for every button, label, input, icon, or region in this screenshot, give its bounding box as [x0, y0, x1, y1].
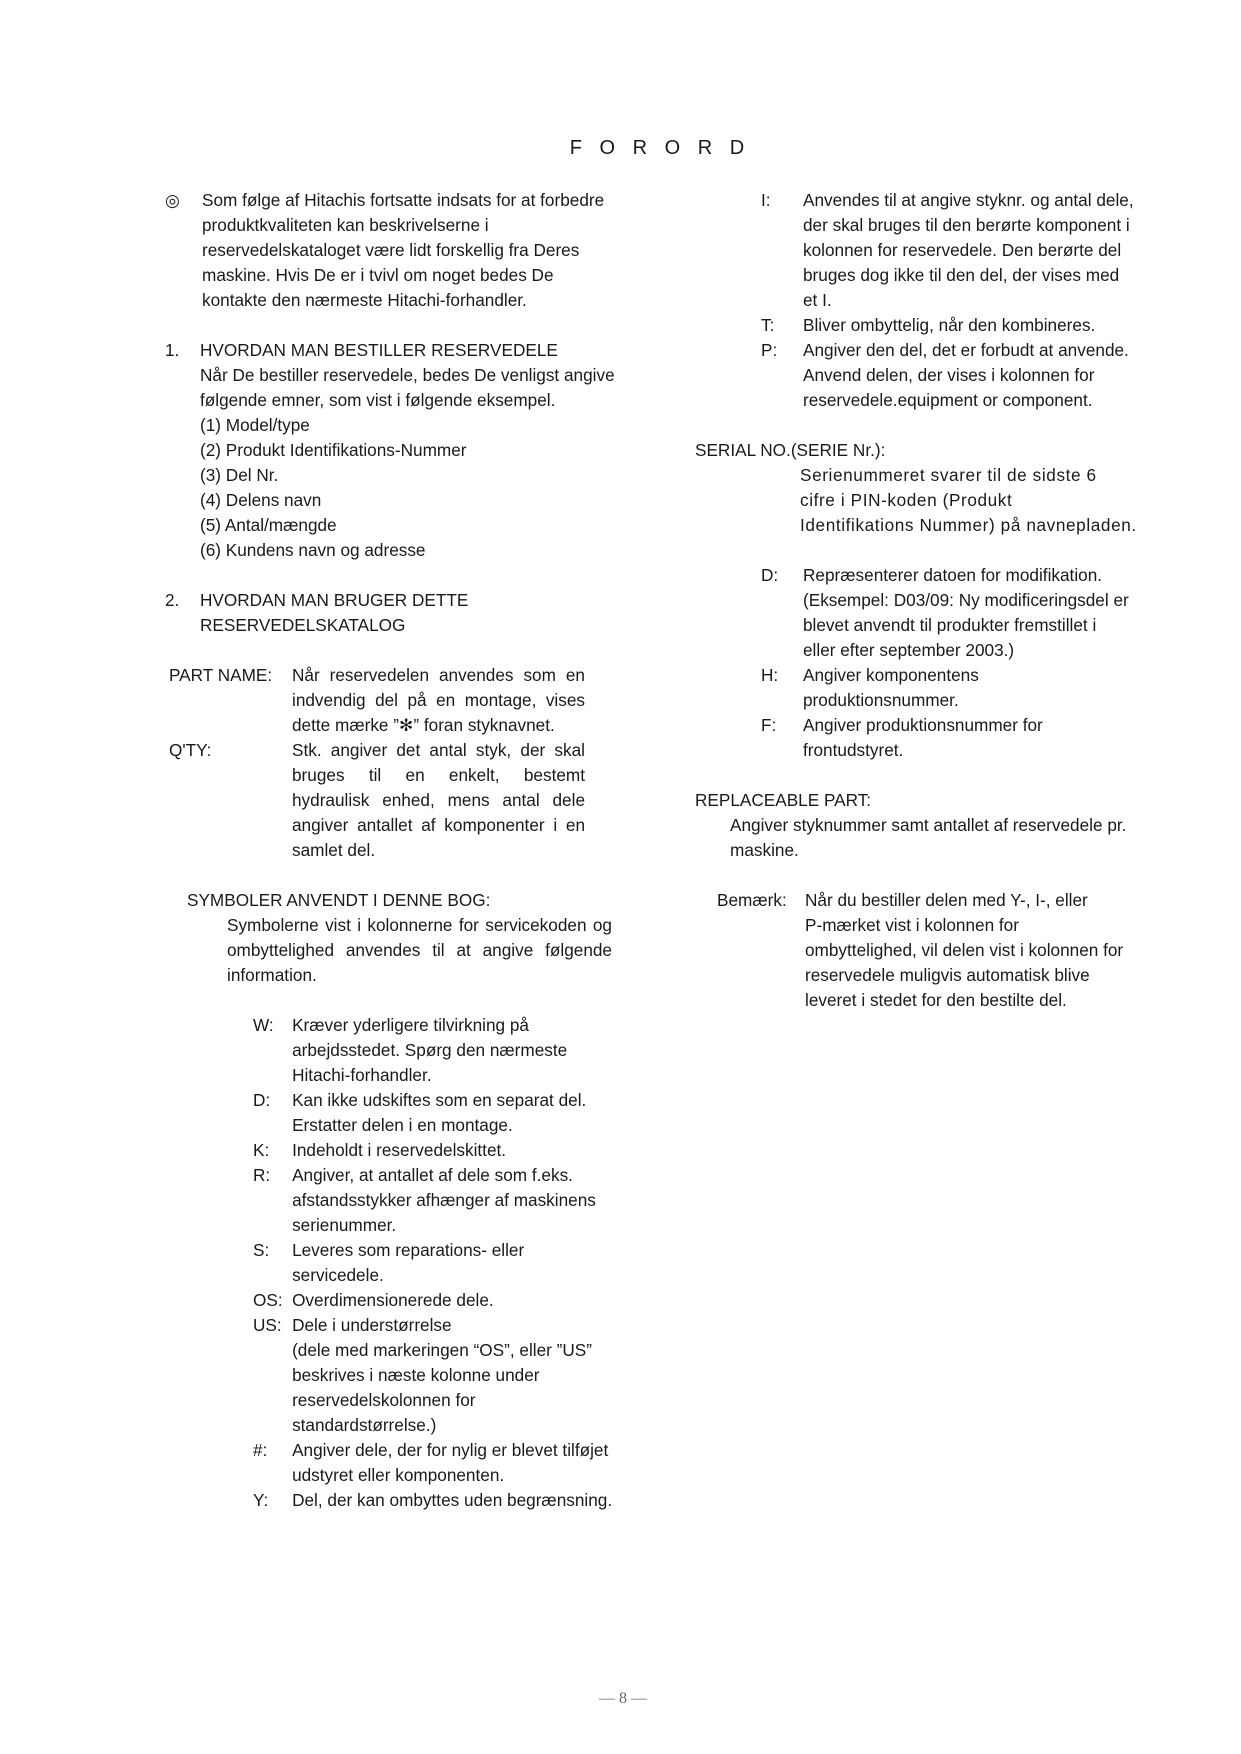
symbol-key: I:: [761, 190, 771, 210]
symbol-text: Leveres som reparations- eller: [292, 1240, 525, 1260]
symbol-key: K:: [253, 1140, 270, 1160]
symbol-row: [253, 1288, 635, 1313]
symbol-text: Angiver dele, der for nylig er blevet tilføjet: [292, 1440, 609, 1460]
symbol-text: Dele i understørrelse: [292, 1315, 452, 1335]
symbol-text: Anvend delen, der vises i kolonnen for: [803, 365, 1095, 385]
symbol-row: [253, 1013, 635, 1088]
symbol-key: H:: [761, 665, 779, 685]
serial-heading: SERIAL NO.(SERIE Nr.):: [695, 440, 886, 460]
replaceable-line: Angiver styknummer samt antallet af reservedele pr.: [730, 815, 1127, 835]
section-heading: HVORDAN MAN BESTILLER RESERVEDELE: [200, 340, 558, 360]
symbol-text: Overdimensionerede dele.: [292, 1290, 494, 1310]
symbol-text: Angiver den del, det er forbudt at anvende.: [803, 340, 1129, 360]
definition-row: [165, 738, 635, 863]
symbol-text: eller efter september 2003.): [803, 640, 1015, 660]
intro-line: kontakte den nærmeste Hitachi-forhandler.: [202, 290, 527, 310]
symbol-row: [695, 713, 1155, 763]
list-item: (2) Produkt Identifikations-Nummer: [200, 440, 467, 460]
symbol-text: Del, der kan ombyttes uden begrænsning.: [292, 1490, 613, 1510]
symbol-text: reservedelskolonnen for: [292, 1390, 476, 1410]
symbol-key: P:: [761, 340, 778, 360]
symbol-text: Indeholdt i reservedelskittet.: [292, 1140, 507, 1160]
symbol-text: blevet anvendt til produkter fremstillet i: [803, 615, 1097, 635]
symbol-key: S:: [253, 1240, 270, 1260]
symbol-row: [695, 188, 1155, 313]
symbol-text: Bliver ombyttelig, når den kombineres.: [803, 315, 1096, 335]
replaceable-text: [695, 813, 1130, 863]
serial-line: Serienummeret svarer til de sidste 6: [800, 465, 1097, 485]
symbol-text: produktionsnummer.: [803, 690, 959, 710]
symbol-key: Y:: [253, 1490, 269, 1510]
symbol-key: R:: [253, 1165, 271, 1185]
symbol-text: Angiver komponentens: [803, 665, 979, 685]
remark: [695, 888, 1155, 1013]
symbols-heading: SYMBOLER ANVENDT I DENNE BOG:: [187, 890, 491, 910]
serial-text: [695, 463, 1140, 538]
symbol-text: Repræsenterer datoen for modifikation.: [803, 565, 1103, 585]
symbol-row: [695, 663, 1155, 713]
list-item: (4) Delens navn: [200, 490, 322, 510]
symbol-key: W:: [253, 1015, 274, 1035]
list-item: (5) Antal/mængde: [200, 515, 337, 535]
symbol-key: F:: [761, 715, 777, 735]
remark-line: P-mærket vist i kolonnen for: [805, 915, 1019, 935]
intro-line: reservedelskataloget være lidt forskellig fra Deres: [202, 240, 580, 260]
symbol-key: #:: [253, 1440, 268, 1460]
symbol-row: [253, 1088, 635, 1138]
remark-line: reservedele muligvis automatisk blive: [805, 965, 1090, 985]
list-item: (6) Kundens navn og adresse: [200, 540, 426, 560]
symbol-text: servicedele.: [292, 1265, 384, 1285]
definitions: [165, 663, 635, 863]
symbol-text: Hitachi-forhandler.: [292, 1065, 432, 1085]
symbol-text: serienummer.: [292, 1215, 397, 1235]
intro-line: produktkvaliteten kan beskrivelserne i: [202, 215, 489, 235]
symbol-key: D:: [253, 1090, 271, 1110]
symbol-row: [253, 1238, 635, 1288]
symbol-text: Kræver yderligere tilvirkning på: [292, 1015, 529, 1035]
section-text: Når De bestiller reservedele, bedes De venligst angive: [200, 365, 615, 385]
replaceable-heading: REPLACEABLE PART:: [695, 790, 872, 810]
remark-label: Bemærk:: [717, 890, 787, 910]
remark-line: Når du bestiller delen med Y-, I-, eller: [805, 890, 1088, 910]
right-column: [695, 188, 1155, 1013]
symbol-text: beskrives i næste kolonne under: [292, 1365, 540, 1385]
intro-note: [165, 188, 635, 313]
symbol-text: kolonnen for reservedele. Den berørte del: [803, 240, 1122, 260]
page-number: — 8 —: [599, 1690, 647, 1707]
symbol-text: (dele med markeringen “OS”, eller ”US”: [292, 1340, 592, 1360]
symbol-text: udstyret eller komponenten.: [292, 1465, 505, 1485]
section-usage: [165, 588, 635, 638]
symbol-text: Erstatter delen i en montage.: [292, 1115, 513, 1135]
symbol-text: standardstørrelse.): [292, 1415, 437, 1435]
serial-line: Identifikations Nummer) på navnepladen.: [800, 515, 1137, 535]
double-circle-icon: ◎: [165, 191, 180, 210]
symbol-row: [253, 1488, 635, 1513]
replaceable-line: maskine.: [730, 840, 799, 860]
remark-line: ombyttelighed, vil delen vist i kolonnen for: [805, 940, 1124, 960]
symbol-text: (Eksempel: D03/09: Ny modificeringsdel er: [803, 590, 1129, 610]
symbol-text: Angiver produktionsnummer for: [803, 715, 1043, 735]
definition-key: PART NAME:: [169, 665, 273, 685]
section-ordering: [165, 338, 635, 563]
symbol-text: et I.: [803, 290, 832, 310]
symbols-intro: Symbolerne vist i kolonnerne for servicekoden og ombyttelighed anvendes til at angive følgende information.: [227, 915, 612, 985]
symbol-key: US:: [253, 1315, 282, 1335]
symbol-key: OS:: [253, 1290, 283, 1310]
symbol-row: [695, 338, 1155, 413]
intro-line: maskine. Hvis De er i tvivl om noget bedes De: [202, 265, 554, 285]
definition-row: [165, 663, 635, 738]
symbol-text: reservedele.equipment or component.: [803, 390, 1093, 410]
symbol-row: [253, 1138, 635, 1163]
serial-line: cifre i PIN-koden (Produkt: [800, 490, 1013, 510]
section-number: 1.: [165, 340, 180, 360]
section-heading: RESERVEDELSKATALOG: [200, 615, 406, 635]
section-text: følgende emner, som vist i følgende eksempel.: [200, 390, 556, 410]
remark-line: leveret i stedet for den bestilte del.: [805, 990, 1067, 1010]
symbol-text: bruges dog ikke til den del, der vises med: [803, 265, 1120, 285]
definition-key: Q'TY:: [169, 740, 212, 760]
section-number: 2.: [165, 590, 180, 610]
page-title: F O R O R D: [569, 137, 751, 159]
symbol-row: [695, 313, 1155, 338]
symbol-text: arbejdsstedet. Spørg den nærmeste: [292, 1040, 568, 1060]
list-item: (3) Del Nr.: [200, 465, 279, 485]
symbol-key: D:: [761, 565, 779, 585]
symbol-row: [253, 1163, 635, 1238]
left-column: [165, 188, 635, 1513]
symbol-row: [253, 1313, 635, 1438]
symbol-row: [253, 1438, 635, 1488]
symbol-text: frontudstyret.: [803, 740, 904, 760]
list-item: (1) Model/type: [200, 415, 310, 435]
intro-line: Som følge af Hitachis fortsatte indsats for at forbedre: [202, 190, 605, 210]
symbol-text: Kan ikke udskiftes som en separat del.: [292, 1090, 587, 1110]
section-heading: HVORDAN MAN BRUGER DETTE: [200, 590, 469, 610]
definition-value: Stk. angiver det antal styk, der skal bruges til en enkelt, bestemt hydraulisk enhed, mens antal dele angiver antallet af komponenter i en samlet del.: [292, 740, 585, 860]
symbol-row: [695, 563, 1155, 663]
symbol-text: der skal bruges til den berørte komponent i: [803, 215, 1130, 235]
definition-value: Når reservedelen anvendes som en indvendig del på en montage, vises dette mærke ”✻” foran styknavnet.: [292, 665, 585, 735]
symbol-text: Anvendes til at angive styknr. og antal dele,: [803, 190, 1134, 210]
symbols-list: [165, 1013, 635, 1513]
symbol-key: T:: [761, 315, 775, 335]
symbol-text: Angiver, at antallet af dele som f.eks.: [292, 1165, 573, 1185]
symbol-text: afstandsstykker afhænger af maskinens: [292, 1190, 596, 1210]
